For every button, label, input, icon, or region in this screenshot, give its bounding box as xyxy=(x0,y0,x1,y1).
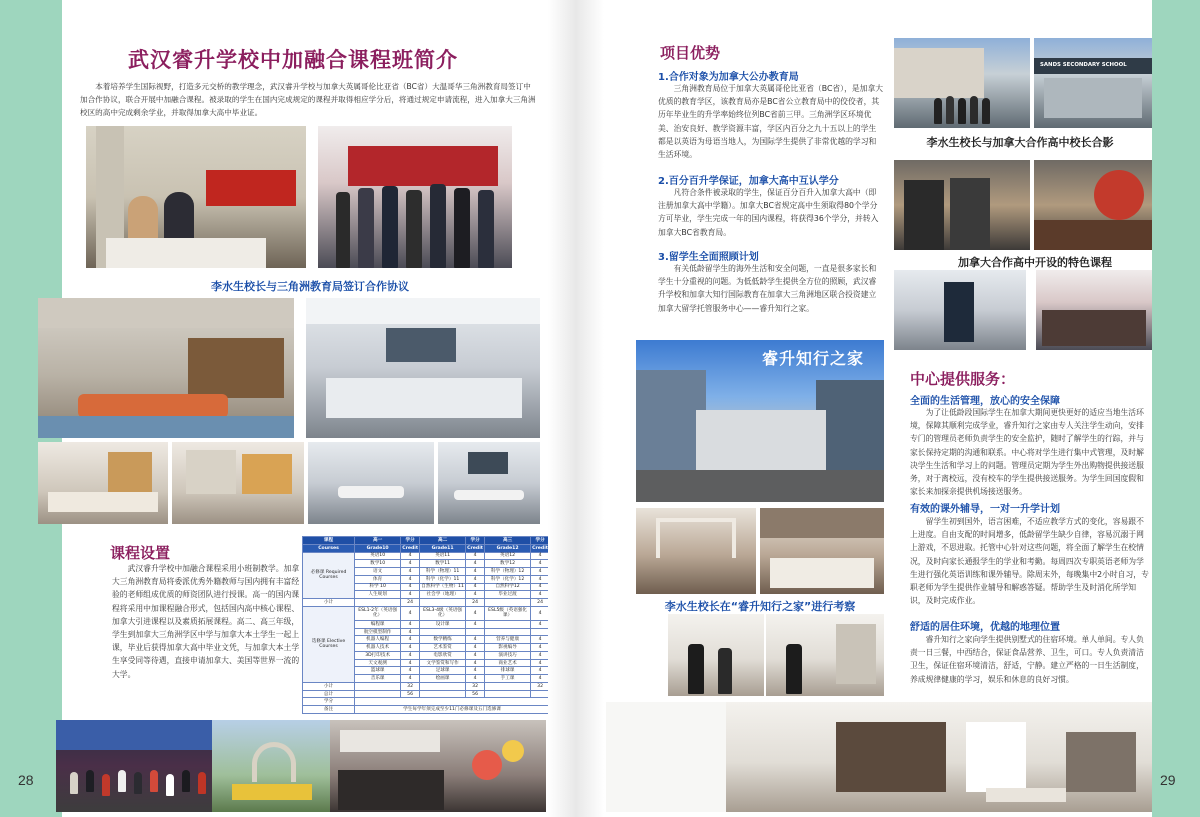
table-cell: 4 xyxy=(531,675,550,683)
table-cell xyxy=(420,682,466,690)
right-edge xyxy=(1152,0,1200,817)
elective-label: 选修课 Elective Courses xyxy=(303,606,355,682)
subtotal-label: 小计 xyxy=(303,682,355,690)
table-cell: 绘画课 xyxy=(420,675,466,683)
table-cell: 4 xyxy=(531,583,550,591)
th-course: 课程 xyxy=(303,537,355,545)
table-cell: 4 xyxy=(531,591,550,599)
th-credit: 学分 xyxy=(401,537,420,545)
office-photo-1 xyxy=(38,442,168,524)
intro-text: 本着培养学生国际视野，打造多元交桥的教学理念，武汉睿升学校与加拿大英属哥伦比亚省（BC省）大温哥华三角洲教育局签订中加合作协议，联合开展中加融合课程。被录取的学生在国内完成规定的课程并取得相应学分后，将通过规定申请流程，进入加拿大三角洲校区的高中完成剩余学业，并取得加拿大高中毕业证。 xyxy=(80,82,536,117)
table-cell: 数学11 xyxy=(420,560,466,568)
th-credit: 学分 xyxy=(531,537,550,545)
caption-courses: 加拿大合作高中开设的特色课程 xyxy=(958,256,1112,269)
th-grade12-en: Grade12 xyxy=(484,544,530,552)
table-cell: 4 xyxy=(401,606,420,620)
table-cell: 科学 10 xyxy=(355,583,401,591)
classroom-group-photo xyxy=(330,720,452,812)
table-cell: 体育 xyxy=(355,575,401,583)
table-cell: 4 xyxy=(401,628,420,636)
table-cell: 电影欣赏 xyxy=(420,651,466,659)
required-rows xyxy=(303,552,550,606)
table-cell xyxy=(531,628,550,636)
table-cell xyxy=(484,620,530,628)
total-value: 56 xyxy=(466,690,485,698)
table-cell: 4 xyxy=(466,583,485,591)
table-cell: 手工课 xyxy=(484,675,530,683)
table-cell: 文学鉴赏和写作 xyxy=(420,659,466,667)
table-cell: 英语11 xyxy=(420,552,466,560)
table-cell: 科学（化学）12 xyxy=(484,575,530,583)
table-cell: 4 xyxy=(466,675,485,683)
table-cell: 4 xyxy=(531,560,550,568)
table-cell: 科学（物理）11 xyxy=(420,568,466,576)
sands-school-photo xyxy=(1034,38,1152,128)
table-cell: 4 xyxy=(466,591,485,599)
table-cell: ESL1-2年（英语强化） xyxy=(355,606,401,620)
table-cell: 营养与健康 xyxy=(484,636,530,644)
table-cell: 4 xyxy=(466,636,485,644)
table-cell: 4 xyxy=(401,644,420,652)
courses-text: 武汉睿升学校中加融合课程采用小班制教学。加拿大三角洲教育局将委派优秀外籍教师与国内拥有丰富经验的老师组成优质的师资团队进行授课。高一的国内课程将采用中加课程融合形式，包括国内高中核心课程、加拿大引进课程以及素质拓展课程。高二、高三年级，学生到加拿大三角洲学区中学与加拿大本土学生一起上课，毕业后获得加拿大高中毕业文凭，与加拿大本土学生享受同等待遇，直接申请加拿大、美国等世界一流的大学。 xyxy=(112,564,300,679)
svc1-title: 全面的生活管理，放心的安全保障 xyxy=(910,396,1060,407)
table-remark: 学生每学年须完成至少11门必修课及五门选修课 xyxy=(355,706,550,714)
svc1-text: 为了让低龄段国际学生在加拿大期间更快更好的适应当地生活环境，保障其顺利完成学业，睿升知行之家由专人关注学生动向，安排专门的管理员老师负责学生的安全监护，随时了解学生的行踪，并与家长保持定期的沟通和联系。中心将对学生进行集中式管理，及时解决学生生活和学习上的问题。管理员定期为学生外出购物提供接送服务，对于离校远，没有校车的学生提供接送服务。为学生回国度假和家长来加探亲提供机场接送服务。 xyxy=(910,408,1144,497)
table-cell: 4 xyxy=(466,552,485,560)
school-sign: SANDS SECONDARY SCHOOL xyxy=(1040,62,1127,68)
subtotal-row xyxy=(303,682,550,690)
table-cell: 数学精练 xyxy=(420,636,466,644)
table-cell xyxy=(420,628,466,636)
table-cell: 英语10 xyxy=(355,552,401,560)
th-grade11: 高二 xyxy=(420,537,466,545)
table-cell: 4 xyxy=(466,659,485,667)
table-cell: 4 xyxy=(531,651,550,659)
table-cell: 4 xyxy=(531,636,550,644)
table-cell: 4 xyxy=(531,568,550,576)
th-grade12: 高三 xyxy=(484,537,530,545)
signing-photo-1 xyxy=(86,126,306,268)
table-cell: 社会学（地理） xyxy=(420,591,466,599)
page-number-left: 28 xyxy=(18,772,34,788)
adv2-text: 凡符合条件被录取的学生，保证百分百升入加拿大高中（即注册加拿大高中学籍）。加拿大BC省规定高中生须取得80个学分方可毕业，学生完成一年的国内课程，将获得36个学分，并转入加拿大BC省教育局。 xyxy=(658,188,879,237)
courses-title: 课程设置 xyxy=(110,544,171,562)
caption-inspect: 李水生校长在“睿升知行之家”进行考察 xyxy=(664,600,856,613)
library-photo xyxy=(38,298,294,438)
course-photo-3 xyxy=(894,270,1026,350)
table-cell: 4 xyxy=(401,636,420,644)
required-label: 必修课 Required Courses xyxy=(303,552,355,599)
table-cell: 4 xyxy=(401,659,420,667)
course-photo-1 xyxy=(894,160,1030,250)
advantages-title: 项目优势 xyxy=(660,44,721,62)
total-value: 56 xyxy=(401,690,420,698)
table-cell: 足球课 xyxy=(420,667,466,675)
meeting-room-photo-2 xyxy=(438,442,540,524)
inspection-photo-2 xyxy=(760,508,884,594)
adv1-text: 三角洲教育局位于加拿大英属哥伦比亚省（BC省），是加拿大优质的教育学区，该教育局亦是BC省公立教育局中的佼佼者，其历年毕业生的升学率始终位列BC省前三甲。三角洲学区环境优美、治安良好、教学资源丰富，学区内百分之九十五以上的学生都是以英语为母语当地人，为国际学生提供了非常优越的学习和生活环境。 xyxy=(658,84,884,160)
table-cell: 排球课 xyxy=(484,667,530,675)
adv1-title: 1.合作对象为加拿大公办教育局 xyxy=(658,72,799,83)
table-cell: 4 xyxy=(401,575,420,583)
svc3-text: 睿升知行之家向学生提供别墅式的住宿环境。单人单间。专人负责一日三餐，中西结合，保证食品营养、卫生，可口。专人负责清洁卫生，保证住宿环境清洁，舒适，宁静。建立严格的一日生活制度，养成规律健康的学习，娱乐和休息的良好习惯。 xyxy=(910,635,1144,684)
table-cell: 编程课 xyxy=(355,620,401,628)
table-cell: 4 xyxy=(531,552,550,560)
table-cell: 4 xyxy=(466,560,485,568)
table-cell xyxy=(484,599,530,607)
table-cell: 4 xyxy=(466,568,485,576)
table-cell: 4 xyxy=(531,620,550,628)
adv3-text: 有关低龄留学生的海外生活和安全问题，一直是很多家长和学生十分重视的问题。为低低龄学生提供全方位的照顾，武汉睿升学校和加拿大知行国际教育在加拿大三角洲地区联合投资建立加拿大留学托管服务中心——睿升知行之家。 xyxy=(658,264,877,313)
th-credit-en: Credit xyxy=(532,545,548,551)
subtotal-value: 32 xyxy=(466,682,485,690)
table-cell: 4 xyxy=(401,568,420,576)
table-cell: ESL5级（英语强化课） xyxy=(484,606,530,620)
svc2-text: 留学生初到国外，语言困难，不适应教学方式的变化，容易跟不上进度。自由支配的时间增多，低龄留学生缺少自律，容易沉溺于网上游戏，不思进取。托管中心针对这些问题，将全面了解学生在校情况，及时向家长通报学生的学业和考勤。每周四次专职英语老师为学生进行强化英语训练和课外辅导。除周末外，每晚集中2小时自习，专职老师为学生提供作业辅导和解惑答疑。帮助学生及时消化所学知识，及时完成作业。 xyxy=(910,517,1149,606)
table-cell xyxy=(466,628,485,636)
table-row xyxy=(303,552,550,560)
credit-label: 学分 xyxy=(303,698,355,706)
th-course-en: Courses xyxy=(303,544,355,552)
table-cell: 4 xyxy=(466,575,485,583)
meeting-room-photo-1 xyxy=(308,442,434,524)
adv2-title: 2.百分百升学保证，加拿大高中互认学分 xyxy=(658,176,839,187)
table-cell: 科学（化学）11 xyxy=(420,575,466,583)
party-photo xyxy=(452,720,546,812)
table-cell: 影视编导 xyxy=(484,644,530,652)
table-cell xyxy=(420,599,466,607)
total-label: 总计 xyxy=(303,690,355,698)
services-title: 中心提供服务： xyxy=(910,370,1016,388)
course-table xyxy=(302,536,550,714)
course-photo-2 xyxy=(1034,160,1152,250)
classroom-photo xyxy=(306,298,540,438)
th-credit: 学分 xyxy=(466,537,485,545)
table-cell: 4 xyxy=(531,606,550,620)
th-credit-en: Credit xyxy=(467,545,483,551)
table-cell: 人生规划 xyxy=(355,591,401,599)
table-row xyxy=(303,606,550,620)
table-cell: 机器人技术 xyxy=(355,644,401,652)
table-cell: 4 xyxy=(531,659,550,667)
gutter xyxy=(548,0,604,817)
table-cell: 数学12 xyxy=(484,560,530,568)
table-cell: 毕业过渡 xyxy=(484,591,530,599)
th-credit-en: Credit xyxy=(402,545,419,551)
subtotal-label: 小计 xyxy=(303,599,355,607)
stage-event-photo xyxy=(56,720,216,812)
inspection-photo-4 xyxy=(766,614,884,696)
table-cell: 4 xyxy=(401,591,420,599)
table-cell xyxy=(484,628,530,636)
table-cell: 4 xyxy=(401,620,420,628)
school-visit-photo xyxy=(894,38,1030,128)
table-cell: 4 xyxy=(531,575,550,583)
th-grade10-en: Grade10 xyxy=(355,544,401,552)
svc3-title: 舒适的居住环境，优越的地理位置 xyxy=(910,622,1060,633)
table-cell: 天文观测 xyxy=(355,659,401,667)
table-cell: 4 xyxy=(466,644,485,652)
caption-principal: 李水生校长与加拿大合作高中校长合影 xyxy=(926,136,1114,149)
table-cell: 音乐课 xyxy=(355,675,401,683)
subtotal-value: 24 xyxy=(466,599,485,607)
living-room-photo xyxy=(606,702,1152,812)
course-photo-4 xyxy=(1036,270,1152,350)
table-cell: 4 xyxy=(466,651,485,659)
table-cell: 商业艺术 xyxy=(484,659,530,667)
subtotal-value: 24 xyxy=(531,599,550,607)
th-grade11-en: Grade11 xyxy=(420,544,466,552)
table-cell: 数学10 xyxy=(355,560,401,568)
table-cell: 4 xyxy=(466,667,485,675)
table-cell: 4 xyxy=(401,667,420,675)
table-cell: 科学（物理）12 xyxy=(484,568,530,576)
caption-signing: 李水生校长与三角洲教育局签订合作协议 xyxy=(211,280,409,293)
table-cell: 4 xyxy=(401,560,420,568)
table-cell: 4 xyxy=(531,667,550,675)
subtotal-value: 24 xyxy=(401,599,420,607)
table-cell: 4 xyxy=(401,583,420,591)
table-cell: 艺术鉴赏 xyxy=(420,644,466,652)
subtotal-value: 32 xyxy=(531,682,550,690)
table-cell: 语文 xyxy=(355,568,401,576)
adv3-title: 3.留学生全面照顾计划 xyxy=(658,252,759,263)
table-cell: 航空模型制作 xyxy=(355,628,401,636)
elective-rows xyxy=(303,606,550,690)
inspection-photo-3 xyxy=(668,614,764,696)
table-cell: 机器人编程 xyxy=(355,636,401,644)
table-cell: 自然科学（生物）11 xyxy=(421,584,464,590)
house-label: 睿升知行之家 xyxy=(762,349,865,368)
table-cell xyxy=(355,599,401,607)
page-number-right: 29 xyxy=(1160,772,1176,788)
signing-photo-2 xyxy=(318,126,512,268)
outdoor-gate-photo xyxy=(212,720,332,812)
table-cell: 4 xyxy=(466,606,485,620)
page-title: 武汉睿升学校中加融合课程班简介 xyxy=(128,48,458,72)
table-cell: 4 xyxy=(401,651,420,659)
subtotal-row xyxy=(303,599,550,607)
table-cell: 4 xyxy=(466,620,485,628)
inspection-photo-1 xyxy=(636,508,756,594)
table-cell: 演讲技巧 xyxy=(484,651,530,659)
table-cell: 英语12 xyxy=(484,552,530,560)
remark-label: 备注 xyxy=(303,706,355,714)
svc2-title: 有效的课外辅导，一对一升学计划 xyxy=(910,504,1060,515)
th-grade10: 高一 xyxy=(355,537,401,545)
table-cell xyxy=(355,682,401,690)
table-cell: 自然科学12 xyxy=(484,583,530,591)
subtotal-value: 32 xyxy=(401,682,420,690)
table-cell: 篮球课 xyxy=(355,667,401,675)
table-cell: 4 xyxy=(401,552,420,560)
table-cell: 3D打印技术 xyxy=(355,651,401,659)
table-cell: 4 xyxy=(401,675,420,683)
table-cell xyxy=(484,682,530,690)
table-cell: 4 xyxy=(531,644,550,652)
table-cell: 设计课 xyxy=(420,620,466,628)
table-cell: ESL3-4级（英语强化） xyxy=(420,606,466,620)
office-photo-2 xyxy=(172,442,304,524)
